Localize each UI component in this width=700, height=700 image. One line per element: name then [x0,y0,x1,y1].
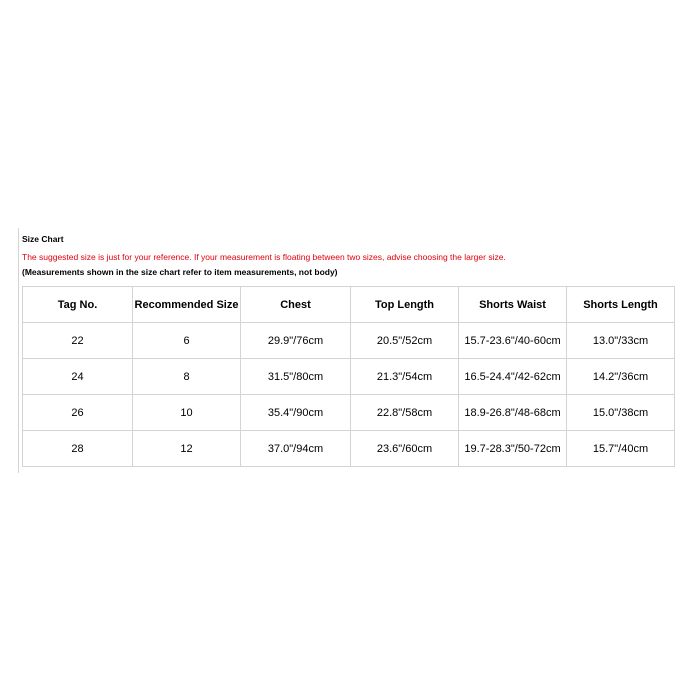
cell-shorts-length: 14.2"/36cm [567,359,675,395]
cell-shorts-length: 15.0"/38cm [567,395,675,431]
cell-shorts-length: 13.0"/33cm [567,323,675,359]
table-header-row [23,287,675,323]
cell-recommended-size: 6 [133,323,241,359]
header-tag-no: Tag No. [23,287,133,323]
header-top-length: Top Length [351,287,459,323]
left-divider [18,228,19,473]
cell-top-length: 23.6"/60cm [351,431,459,467]
size-chart-section [22,233,682,467]
table-row [23,431,675,467]
header-shorts-length: Shorts Length [567,287,675,323]
cell-chest: 35.4"/90cm [241,395,351,431]
size-chart-note: The suggested size is just for your reference. If your measurement is floating between two sizes, advise choosing the larger size. [22,252,506,262]
table-row [23,323,675,359]
cell-shorts-length: 15.7"/40cm [567,431,675,467]
size-table [22,286,675,467]
size-chart-title: Size Chart [22,234,64,244]
cell-tag-no: 26 [23,395,133,431]
header-recommended-size: Recommended Size [133,287,241,323]
cell-shorts-waist: 15.7-23.6"/40-60cm [459,323,567,359]
cell-tag-no: 24 [23,359,133,395]
cell-shorts-waist: 19.7-28.3"/50-72cm [459,431,567,467]
cell-recommended-size: 10 [133,395,241,431]
table-row [23,395,675,431]
cell-top-length: 22.8"/58cm [351,395,459,431]
cell-recommended-size: 8 [133,359,241,395]
cell-top-length: 20.5"/52cm [351,323,459,359]
cell-recommended-size: 12 [133,431,241,467]
cell-chest: 31.5"/80cm [241,359,351,395]
table-row [23,359,675,395]
cell-top-length: 21.3"/54cm [351,359,459,395]
cell-chest: 37.0"/94cm [241,431,351,467]
header-chest: Chest [241,287,351,323]
cell-shorts-waist: 16.5-24.4"/42-62cm [459,359,567,395]
cell-tag-no: 22 [23,323,133,359]
cell-tag-no: 28 [23,431,133,467]
header-shorts-waist: Shorts Waist [459,287,567,323]
cell-shorts-waist: 18.9-26.8"/48-68cm [459,395,567,431]
size-chart-subnote: (Measurements shown in the size chart refer to item measurements, not body) [22,267,338,277]
cell-chest: 29.9"/76cm [241,323,351,359]
